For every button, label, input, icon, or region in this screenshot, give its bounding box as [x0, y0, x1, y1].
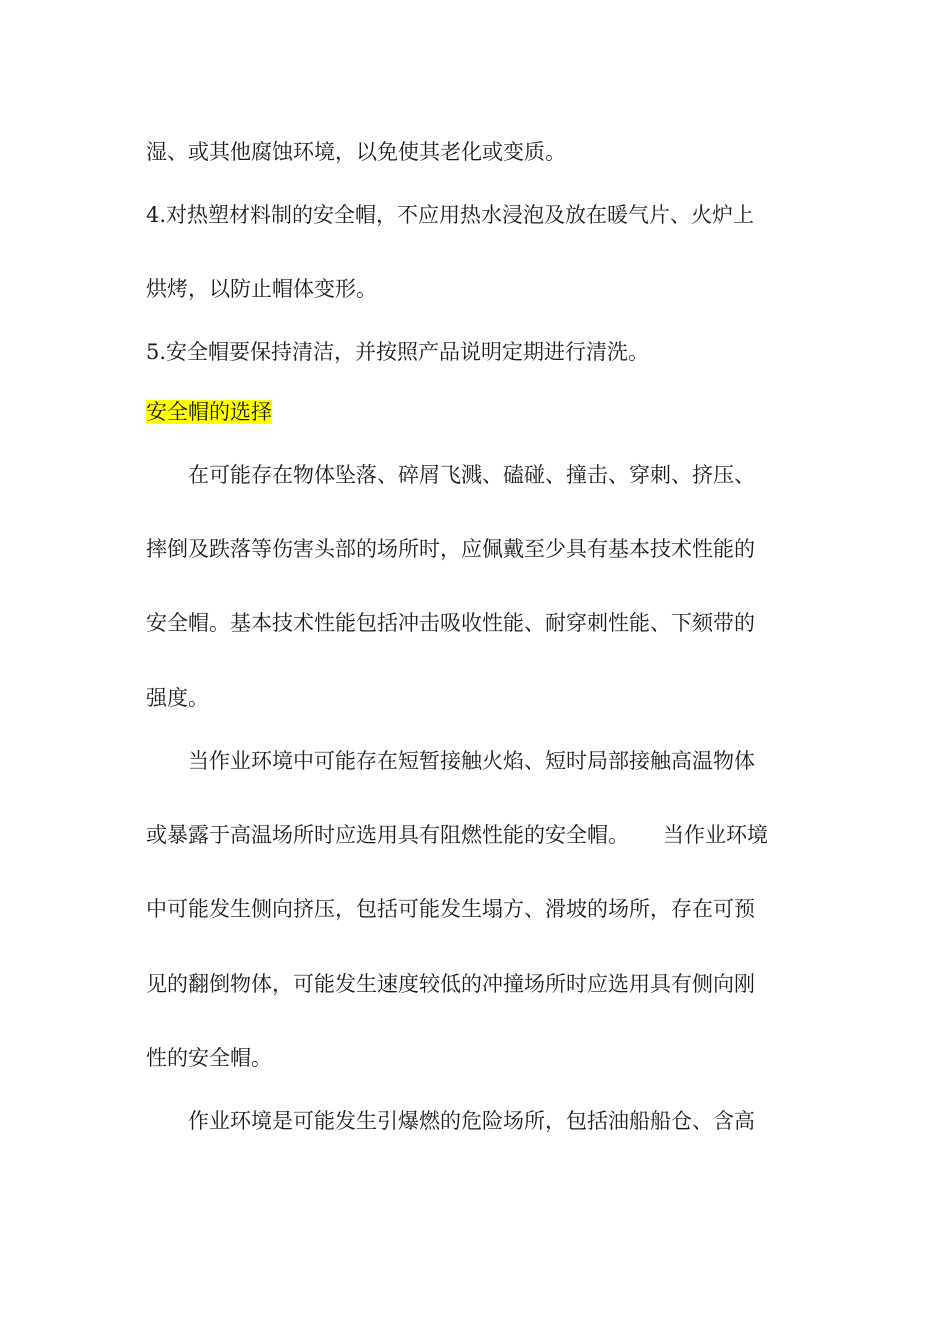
- section-heading-wrapper: [146, 397, 816, 427]
- paragraph-1-line-2: 摔倒及跌落等伤害头部的场所时，应佩戴至少具有基本技术性能的: [146, 537, 755, 561]
- paragraph-4-line-1: 作业环境是可能发生引爆燃的危险场所，包括油船船仓、含高: [188, 1109, 755, 1133]
- paragraph-3-line-2: 中可能发生侧向挤压，包括可能发生塌方、滑坡的场所，存在可预: [146, 897, 755, 921]
- paragraph-3-line-4: 性的安全帽。: [146, 1046, 272, 1070]
- paragraph-1-line-3: 安全帽。基本技术性能包括冲击吸收性能、耐穿刺性能、下颏带的: [146, 611, 755, 635]
- paragraph-3-line-1: 当作业环境: [663, 823, 768, 847]
- list-item-4-line-1: 4.对热塑材料制的安全帽，不应用热水浸泡及放在暖气片、火炉上: [146, 203, 755, 227]
- list-item-4-line-2: 烘烤，以防止帽体变形。: [146, 277, 377, 301]
- paragraph-1-line-4: 强度。: [146, 686, 209, 710]
- paragraph-2-line-2-part-a: 或暴露于高温场所时应选用具有阻燃性能的安全帽。: [146, 823, 629, 847]
- section-heading: 安全帽的选择: [146, 400, 272, 424]
- paragraph-2-line-2: [146, 820, 816, 850]
- paragraph-2-line-1: 当作业环境中可能存在短暂接触火焰、短时局部接触高温物体: [188, 749, 755, 773]
- text-line: 湿、或其他腐蚀环境，以免使其老化或变质。: [146, 140, 566, 164]
- paragraph-1-line-1: 在可能存在物体坠落、碎屑飞溅、磕碰、撞击、穿刺、挤压、: [188, 463, 755, 487]
- list-item-5: 5.安全帽要保持清洁，并按照产品说明定期进行清洗。: [146, 340, 650, 364]
- paragraph-3-line-3: 见的翻倒物体，可能发生速度较低的冲撞场所时应选用具有侧向刚: [146, 972, 755, 996]
